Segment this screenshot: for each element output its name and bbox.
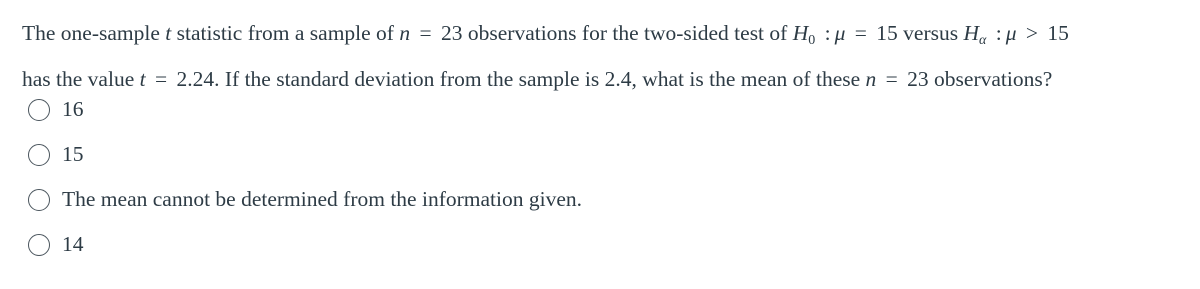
question-text-segment: 23 observations for the two-sided test of [435,21,793,45]
math-t-variable: t [139,67,146,91]
math-colon: : [995,21,1002,45]
answer-option[interactable] [28,132,582,177]
answer-options [28,87,582,267]
answer-option-label: 15 [62,142,84,166]
math-n-variable: n [399,21,411,45]
question-text-segment: statistic from a sample of [171,21,400,45]
radio-button[interactable] [28,144,50,166]
answer-option[interactable] [28,177,582,222]
answer-option-label: 14 [62,232,84,256]
math-h-null: H [792,21,809,45]
math-equals: = [854,21,867,45]
question-text-segment: 23 observations? [901,67,1053,91]
answer-option-label: The mean cannot be determined from the information given. [62,187,582,211]
math-mu: μ [1005,21,1017,45]
math-mu: μ [834,21,846,45]
question-text-segment: . If the standard deviation from the sample is 2.4, what is the mean of these [214,67,866,91]
answer-option[interactable] [28,222,582,267]
math-n-variable: n [865,67,877,91]
math-colon: : [824,21,831,45]
answer-option-label: 16 [62,97,84,121]
radio-button[interactable] [28,189,50,211]
question-text-segment: The one-sample [22,21,166,45]
math-equals: = [885,67,898,91]
question-text [22,14,1192,98]
question-text-segment: has the value [22,67,140,91]
math-h-alt: H [963,21,979,45]
radio-button[interactable] [28,234,50,256]
math-equals: = [419,21,432,45]
math-h-alt-subscript: α [979,33,987,48]
question-text-segment: 15 versus [870,21,964,45]
math-greater-than: > [1025,21,1039,45]
math-h-null-subscript: 0 [808,33,816,48]
question-text-segment: 15 [1042,21,1069,45]
radio-button[interactable] [28,99,50,121]
question-text-segment: 2.24 [171,67,215,91]
answer-option[interactable] [28,87,582,132]
math-t-variable: t [165,21,172,45]
math-equals: = [154,67,168,91]
question-line-1 [22,14,1192,60]
